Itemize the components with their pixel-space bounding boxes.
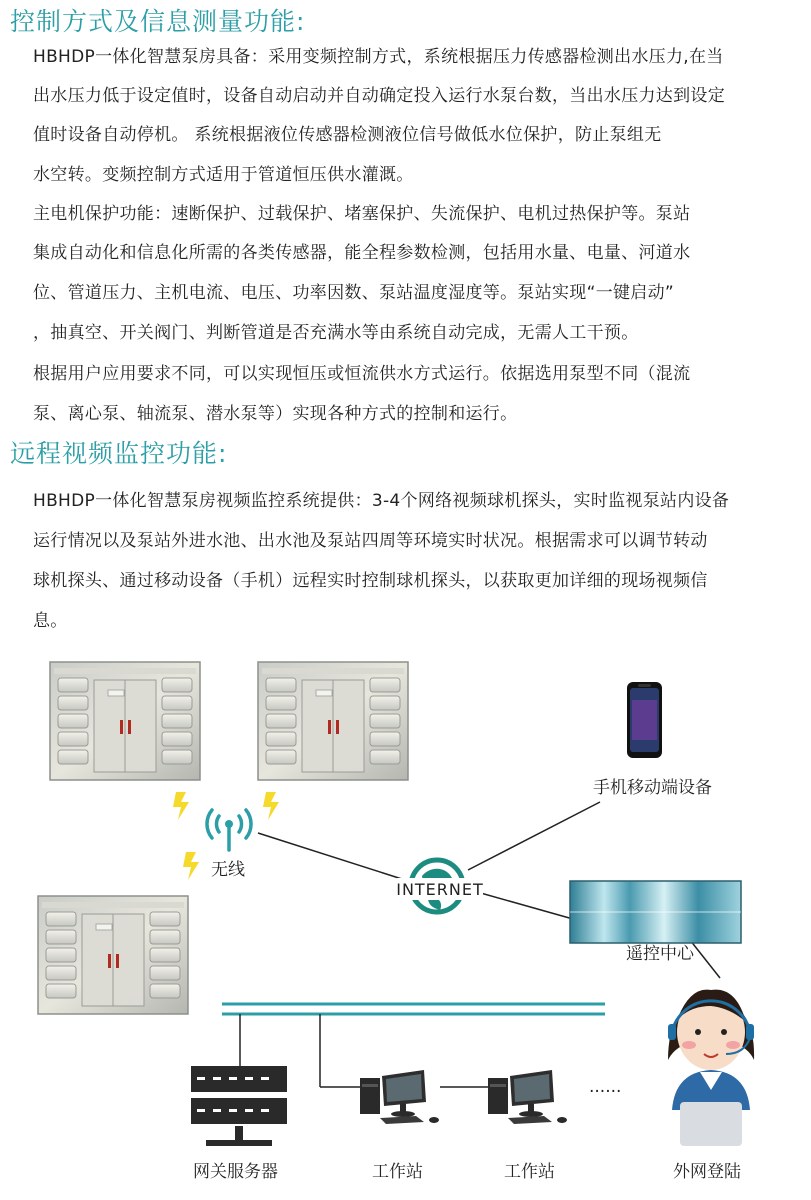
- paragraph-line: 球机探头、通过移动设备（手机）远程实时控制球机探头，以获取更加详细的现场视频信: [33, 571, 708, 591]
- section-title-control: 控制方式及信息测量功能:: [10, 7, 306, 36]
- server-rack-icon: [191, 1066, 287, 1146]
- network-diagram: [0, 640, 811, 1200]
- paragraph-line: 位、管道压力、主机电流、电压、功率因数、泵站温度湿度等。泵站实现“一键启动”: [33, 283, 675, 303]
- paragraph-line: ，抽真空、开关阀门、判断管道是否充满水等由系统自动完成，无需人工干预。: [33, 323, 639, 343]
- section-title-video: 远程视频监控功能:: [10, 439, 228, 468]
- control-center-label: 遥控中心: [626, 944, 694, 964]
- wireless-label: 无线: [211, 860, 245, 880]
- paragraph-line: 主电机保护功能：速断保护、过载保护、堵塞保护、失流保护、电机过热保护等。泵站: [33, 204, 691, 224]
- link-internet-phone: [468, 802, 600, 870]
- workstation1-label: 工作站: [372, 1162, 423, 1182]
- external-login-label: 外网登陆: [673, 1162, 741, 1182]
- link-control-login: [690, 940, 720, 978]
- smartphone-icon: [627, 682, 662, 758]
- paragraph-line: 泵、离心泵、轴流泵、潜水泵等）实现各种方式的控制和运行。: [33, 404, 518, 424]
- paragraph-line: 水空转。变频控制方式适用于管道恒压供水灌溉。: [33, 165, 414, 185]
- paragraph-line: 值时设备自动停机。 系统根据液位传感器检测液位信号做低水位保护，防止泵组无: [33, 125, 662, 145]
- paragraph-line: 运行情况以及泵站外进水池、出水池及泵站四周等环境实时状况。根据需求可以调节转动: [33, 531, 708, 551]
- workstation-icon: [488, 1070, 567, 1124]
- wifi-antenna-icon: [207, 810, 251, 850]
- link-wireless-internet: [258, 833, 405, 880]
- paragraph-line: 集成自动化和信息化所需的各类传感器，能全程参数检测，包括用水量、电量、河道水: [33, 243, 691, 263]
- workstation-icon: [360, 1070, 439, 1124]
- paragraph-line: 出水压力低于设定值时，设备自动启动并自动确定投入运行水泵台数，当出水压力达到设定: [33, 86, 725, 106]
- paragraph-line: HBHDP一体化智慧泵房视频监控系统提供：3-4个网络视频球机探头，实时监视泵站内设备: [33, 491, 730, 511]
- operator-headset-icon: [668, 990, 754, 1146]
- internet-label: INTERNET: [396, 880, 484, 899]
- paragraph-line: 根据用户应用要求不同，可以实现恒压或恒流供水方式运行。依据选用泵型不同（混流: [33, 364, 691, 384]
- link-internet-control: [470, 890, 580, 921]
- phone-label: 手机移动端设备: [593, 778, 712, 798]
- video-wall-icon: [570, 881, 741, 943]
- pump-house-icon: [50, 662, 200, 780]
- workstation2-label: 工作站: [504, 1162, 555, 1182]
- paragraph-line: HBHDP一体化智慧泵房具备：采用变频控制方式，系统根据压力传感器检测出水压力,在当: [33, 47, 724, 67]
- gateway-label: 网关服务器: [193, 1162, 278, 1182]
- pump-house-icon: [38, 896, 188, 1014]
- more-workstations-ellipsis: ......: [589, 1077, 622, 1097]
- paragraph-line: 息。: [33, 611, 68, 631]
- pump-house-icon: [258, 662, 408, 780]
